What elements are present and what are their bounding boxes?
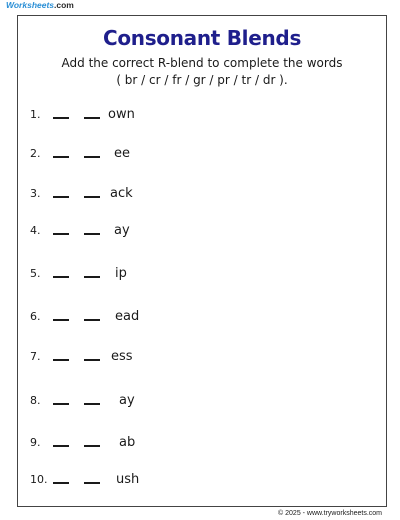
exercise-item — [18, 107, 388, 125]
item-number: 7. — [30, 350, 41, 363]
exercise-item — [18, 186, 388, 204]
answer-blank — [53, 403, 69, 405]
item-number: 8. — [30, 394, 41, 407]
instruction-line-1: Add the correct R-blend to complete the words — [61, 56, 343, 70]
item-number: 10. — [30, 473, 48, 486]
answer-blank — [53, 276, 69, 278]
item-number: 4. — [30, 224, 41, 237]
answer-blank — [53, 233, 69, 235]
answer-blank — [84, 482, 100, 484]
word-ending: ead — [115, 309, 140, 324]
item-number: 6. — [30, 310, 41, 323]
word-ending: ess — [111, 349, 133, 364]
logo-tld: .com — [54, 0, 74, 10]
answer-blank — [53, 319, 69, 321]
answer-blank — [84, 276, 100, 278]
word-ending: ip — [115, 266, 127, 281]
answer-blank — [53, 482, 69, 484]
answer-blank — [53, 156, 69, 158]
word-ending: own — [108, 107, 135, 122]
logo-brand: Worksheets — [6, 0, 55, 10]
word-ending: ab — [119, 435, 136, 450]
word-ending: ee — [114, 146, 130, 161]
answer-blank — [53, 117, 69, 119]
exercise-item — [18, 223, 388, 241]
answer-blank — [53, 359, 69, 361]
answer-blank — [53, 196, 69, 198]
word-ending: ay — [114, 223, 130, 238]
instruction-line-2: ( br / cr / fr / gr / pr / tr / dr ). — [116, 73, 288, 87]
exercise-item — [18, 266, 388, 284]
answer-blank — [84, 233, 100, 235]
word-ending: ush — [116, 472, 140, 487]
answer-blank — [84, 359, 100, 361]
word-ending: ay — [119, 393, 135, 408]
item-number: 9. — [30, 436, 41, 449]
item-number: 5. — [30, 267, 41, 280]
answer-blank — [84, 403, 100, 405]
exercise-item — [18, 349, 388, 367]
exercise-item — [18, 393, 388, 411]
exercise-item — [18, 472, 388, 490]
site-logo — [6, 0, 74, 10]
item-number: 3. — [30, 187, 41, 200]
answer-blank — [84, 319, 100, 321]
word-ending: ack — [110, 186, 133, 201]
answer-blank — [84, 156, 100, 158]
answer-blank — [84, 445, 100, 447]
answer-blank — [84, 196, 100, 198]
worksheet-title: Consonant Blends — [102, 26, 302, 50]
exercise-item — [18, 309, 388, 327]
answer-blank — [53, 445, 69, 447]
exercise-item — [18, 146, 388, 164]
worksheet-panel — [17, 15, 387, 507]
answer-blank — [84, 117, 100, 119]
footer-copyright: © 2025 - www.tryworksheets.com — [278, 510, 382, 517]
item-number: 1. — [30, 108, 41, 121]
item-number: 2. — [30, 147, 41, 160]
exercise-item — [18, 435, 388, 453]
